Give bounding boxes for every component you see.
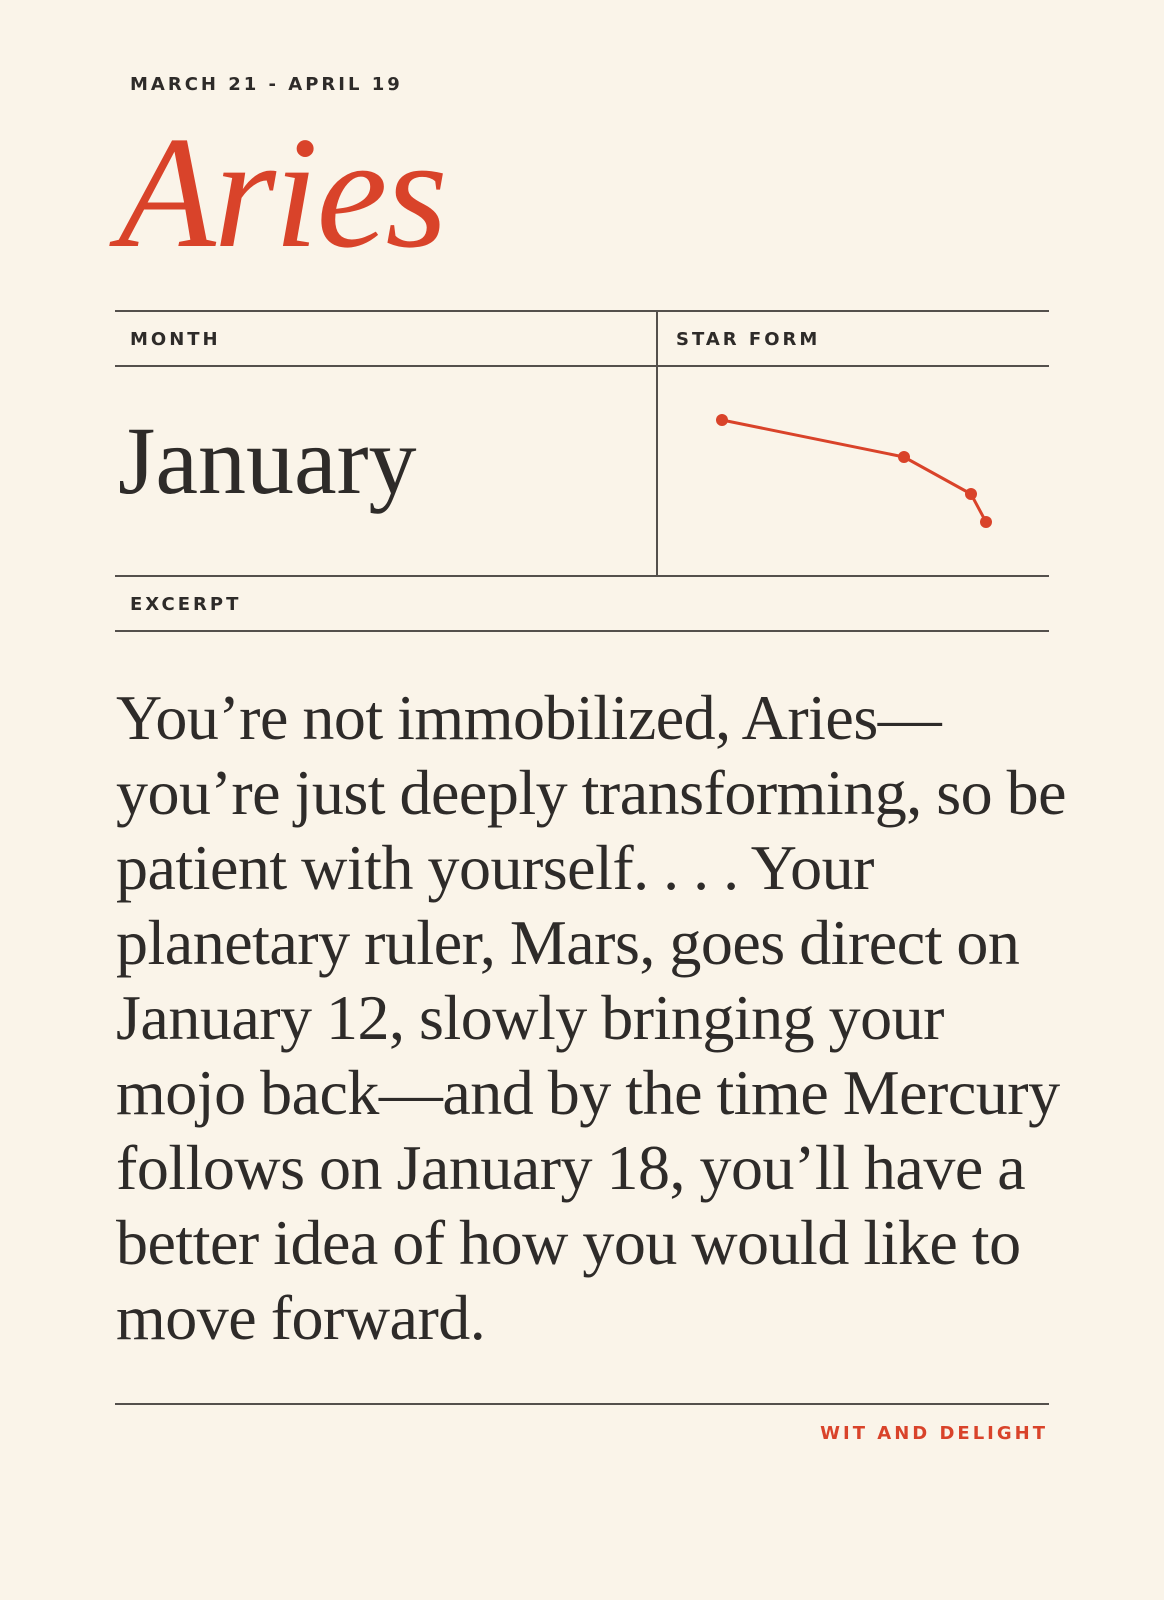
- constellation-star: [980, 516, 992, 528]
- star-form-label: STAR FORM: [676, 329, 821, 350]
- footer-brand: WIT AND DELIGHT: [820, 1423, 1048, 1444]
- excerpt-label: EXCERPT: [130, 594, 242, 615]
- table-body-divider: [115, 575, 1049, 577]
- month-label: MONTH: [130, 329, 221, 350]
- excerpt-text: You’re not immobilized, Aries—you’re just deeply transforming, so be patient with yourself. . . . Your planetary ruler, Mars, goes direct on January 12, slowly bringing your mojo back—and by the time Mercury follows on January 18, you’ll have a better idea of how you would like to move forward.: [116, 682, 1066, 1353]
- table-header-divider: [115, 365, 1049, 367]
- aries-constellation-icon: [670, 370, 1040, 570]
- sign-title: Aries: [118, 103, 446, 281]
- constellation-star: [965, 488, 977, 500]
- constellation-line: [722, 420, 986, 522]
- table-top-divider: [115, 310, 1049, 312]
- constellation-star: [898, 451, 910, 463]
- month-value: January: [118, 407, 417, 514]
- table-column-divider: [656, 310, 658, 576]
- date-range: MARCH 21 - APRIL 19: [130, 74, 403, 95]
- constellation-star: [716, 414, 728, 426]
- footer-divider: [115, 1403, 1049, 1405]
- excerpt-header-divider: [115, 630, 1049, 632]
